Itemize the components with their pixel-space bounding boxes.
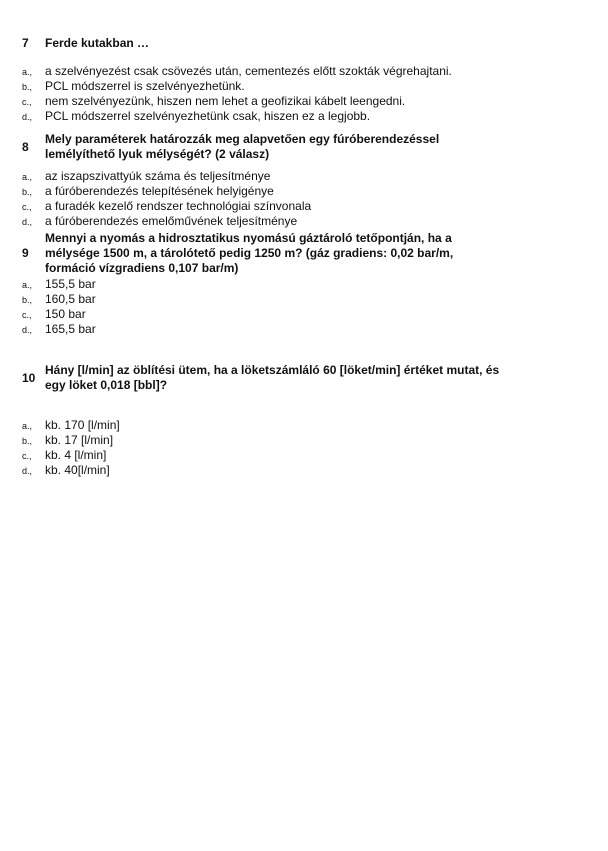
option-letter: b.,	[22, 295, 33, 305]
option-c	[22, 199, 512, 214]
option-b	[22, 292, 512, 307]
question-number: 8	[22, 139, 29, 154]
option-text: PCL módszerrel is szelvényezhetünk.	[45, 79, 245, 93]
option-letter: a.,	[22, 172, 33, 182]
question-number: 9	[22, 246, 29, 260]
option-a	[22, 64, 512, 79]
option-text: a fúróberendezés emelőművének teljesítménye	[45, 214, 298, 228]
question-header	[22, 363, 512, 393]
option-text: 165,5 bar	[45, 322, 96, 336]
option-d	[22, 109, 512, 124]
option-d	[22, 463, 512, 478]
question-8	[22, 132, 512, 162]
question-7-options	[22, 64, 512, 124]
question-10	[22, 363, 512, 393]
question-number: 7	[22, 36, 29, 50]
option-text: a furadék kezelő rendszer technológiai színvonala	[45, 199, 312, 213]
option-letter: c.,	[22, 310, 32, 320]
option-text: kb. 4 [l/min]	[45, 448, 107, 462]
option-text: PCL módszerrel szelvényezhetünk csak, hiszen ez a legjobb.	[45, 109, 371, 123]
option-text: 155,5 bar	[45, 277, 96, 291]
option-text: a fúróberendezés telepítésének helyigénye	[45, 184, 274, 198]
question-9-options	[22, 277, 512, 337]
option-c	[22, 94, 512, 109]
option-text: 160,5 bar	[45, 292, 96, 306]
option-text: nem szelvényezünk, hiszen nem lehet a geofizikai kábelt leengedni.	[45, 94, 406, 108]
question-text: Hány [l/min] az öblítési ütem, ha a löketszámláló 60 [löket/min] értéket mutat, és egy löket 0,018 [bbl]?	[45, 363, 500, 392]
option-letter: d.,	[22, 325, 33, 335]
question-number: 10	[22, 370, 36, 385]
option-text: a szelvényezést csak csövezés után, cementezés előtt szokták végrehajtani.	[45, 64, 452, 78]
option-letter: b.,	[22, 436, 33, 446]
option-letter: d.,	[22, 112, 33, 122]
option-letter: a.,	[22, 67, 33, 77]
option-a	[22, 169, 512, 184]
option-c	[22, 448, 512, 463]
option-letter: c.,	[22, 97, 32, 107]
question-header	[22, 231, 512, 276]
question-10-options	[22, 418, 512, 478]
question-header	[22, 132, 512, 162]
option-c	[22, 307, 512, 322]
option-letter: d.,	[22, 217, 33, 227]
option-letter: b.,	[22, 187, 33, 197]
option-d	[22, 322, 512, 337]
question-9	[22, 231, 512, 276]
question-text: Mely paraméterek határozzák meg alapvetően egy fúróberendezéssel lemélyíthető lyuk mélységét? (2 válasz)	[45, 132, 440, 161]
question-8-options	[22, 169, 512, 229]
option-d	[22, 214, 512, 229]
option-a	[22, 277, 512, 292]
option-text: kb. 40[l/min]	[45, 463, 110, 477]
option-text: az iszapszivattyúk száma és teljesítménye	[45, 169, 271, 183]
option-text: kb. 170 [l/min]	[45, 418, 120, 432]
question-text: Mennyi a nyomás a hidrosztatikus nyomású gáztároló tetőpontján, ha a mélysége 1500 m, a tárolótető pedig 1250 m? (gáz gradiens: 0,02 bar/m, formáció vízgradiens 0,107 bar/m)	[45, 231, 454, 275]
option-letter: c.,	[22, 451, 32, 461]
option-letter: b.,	[22, 82, 33, 92]
option-b	[22, 79, 512, 94]
option-b	[22, 184, 512, 199]
question-text: Ferde kutakban …	[45, 36, 150, 50]
option-text: 150 bar	[45, 307, 86, 321]
option-letter: c.,	[22, 202, 32, 212]
option-letter: d.,	[22, 466, 33, 476]
option-letter: a.,	[22, 421, 33, 431]
option-letter: a.,	[22, 280, 33, 290]
question-header	[22, 36, 512, 51]
option-b	[22, 433, 512, 448]
question-7	[22, 36, 512, 51]
option-a	[22, 418, 512, 433]
option-text: kb. 17 [l/min]	[45, 433, 114, 447]
